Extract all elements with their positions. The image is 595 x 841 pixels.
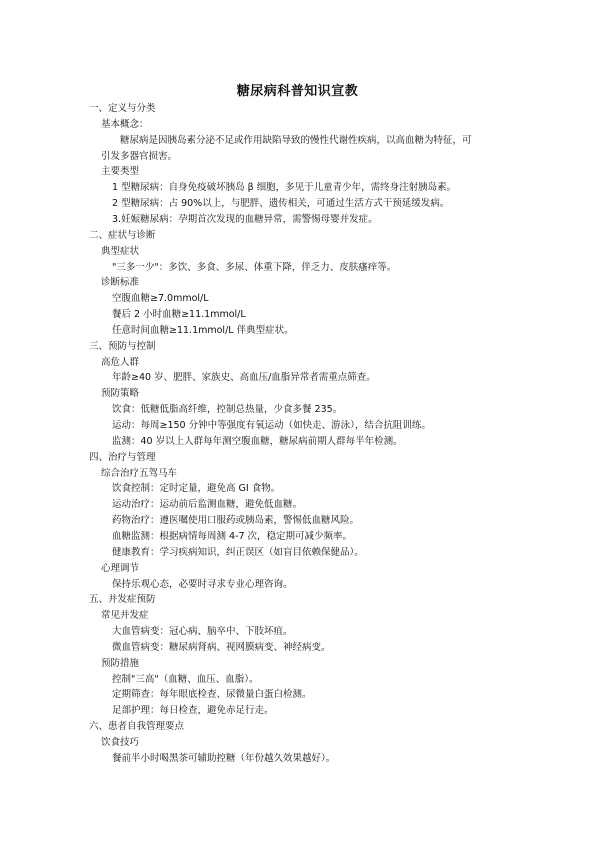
body-text-line: 微血管病变：糖尿病肾病、视网膜病变、神经病变。 [112, 641, 331, 653]
subsection-heading: 主要类型 [101, 166, 140, 178]
section-heading: 三、预防与控制 [89, 340, 156, 352]
section-heading: 一、定义与分类 [89, 103, 156, 114]
body-text-line: "三多一少"：多饮、多食、多尿、体重下降，伴乏力、皮肤瘙痒等。 [112, 261, 397, 273]
subsection-heading: 预防措施 [101, 657, 140, 669]
body-text-line: 引发多器官损害。 [101, 150, 178, 162]
body-text-line: 控制"三高"（血糖、血压、血脂）。 [112, 673, 259, 685]
body-text-line: 3.妊娠糖尿病：孕期首次发现的血糖异常，需警惕母婴并发症。 [112, 213, 378, 225]
body-text-line: 餐前半小时喝黑茶可辅助控糖（年份越久效果越好）。 [112, 752, 336, 764]
body-text-line: 饮食：低糖低脂高纤维，控制总热量，少食多餐 235。 [112, 404, 343, 416]
body-text-line: 运动：每周≥150 分钟中等强度有氧运动（如快走、游泳），结合抗阻训练。 [112, 420, 431, 431]
subsection-heading: 常见并发症 [101, 610, 149, 622]
subsection-heading: 心理调节 [101, 562, 140, 574]
section-heading: 六、患者自我管理要点 [89, 721, 185, 733]
subsection-heading: 预防策略 [101, 388, 140, 400]
document-title: 糖尿病科普知识宣教 [236, 84, 359, 99]
body-text-line: 大血管病变：冠心病、脑卒中、下肢坏疽。 [112, 626, 293, 637]
body-text-line: 定期筛查：每年眼底检查、尿微量白蛋白检测。 [112, 689, 312, 701]
body-text-line: 饮食控制：定时定量，避免高 GI 食物。 [112, 483, 281, 495]
body-text-line: 保持乐观心态，必要时寻求专业心理咨询。 [112, 578, 293, 590]
body-text-line: 糖尿病是因胰岛素分泌不足或作用缺陷导致的慢性代谢性疾病，以高血糖为特征，可 [120, 134, 472, 146]
body-text-line: 血糖监测：根据病情每周测 4-7 次，稳定期可减少频率。 [112, 531, 353, 542]
subsection-heading: 典型症状 [101, 245, 140, 257]
subsection-heading: 基本概念： [101, 118, 149, 130]
body-text-line: 1 型糖尿病：自身免疫破坏胰岛 β 细胞，多见于儿童青少年，需终身注射胰岛素。 [112, 182, 457, 194]
body-text-line: 2 型糖尿病：占 90%以上，与肥胖、遗传相关，可通过生活方式干预延缓发病。 [112, 198, 450, 210]
body-text-line: 空腹血糖≥7.0mmol/L [112, 293, 209, 305]
body-text-line: 餐后 2 小时血糖≥11.1mmol/L [112, 309, 246, 320]
section-heading: 四、治疗与管理 [89, 451, 156, 463]
subsection-heading: 综合治疗五驾马车 [101, 467, 178, 479]
body-text-line: 足部护理：每日检查，避免赤足行走。 [112, 705, 274, 717]
subsection-heading: 高危人群 [101, 356, 140, 368]
subsection-heading: 饮食技巧 [101, 737, 140, 748]
body-text-line: 年龄≥40 岁、肥胖、家族史、高血压/血脂异常者需重点筛查。 [112, 372, 376, 384]
section-heading: 二、症状与诊断 [89, 229, 156, 241]
body-text-line: 药物治疗：遵医嘱使用口服药或胰岛素，警惕低血糖风险。 [112, 515, 360, 527]
body-text-line: 运动治疗：运动前后监测血糖，避免低血糖。 [112, 499, 303, 511]
body-text-line: 健康教育：学习疾病知识，纠正误区（如盲目依赖保健品）。 [112, 546, 364, 558]
body-text-line: 任意时间血糖≥11.1mmol/L 伴典型症状。 [112, 324, 294, 336]
section-heading: 五、并发症预防 [89, 594, 156, 606]
body-text-line: 监测：40 岁以上人群每年测空腹血糖，糖尿病前期人群每半年检测。 [112, 435, 403, 447]
subsection-heading: 诊断标准 [101, 277, 140, 289]
